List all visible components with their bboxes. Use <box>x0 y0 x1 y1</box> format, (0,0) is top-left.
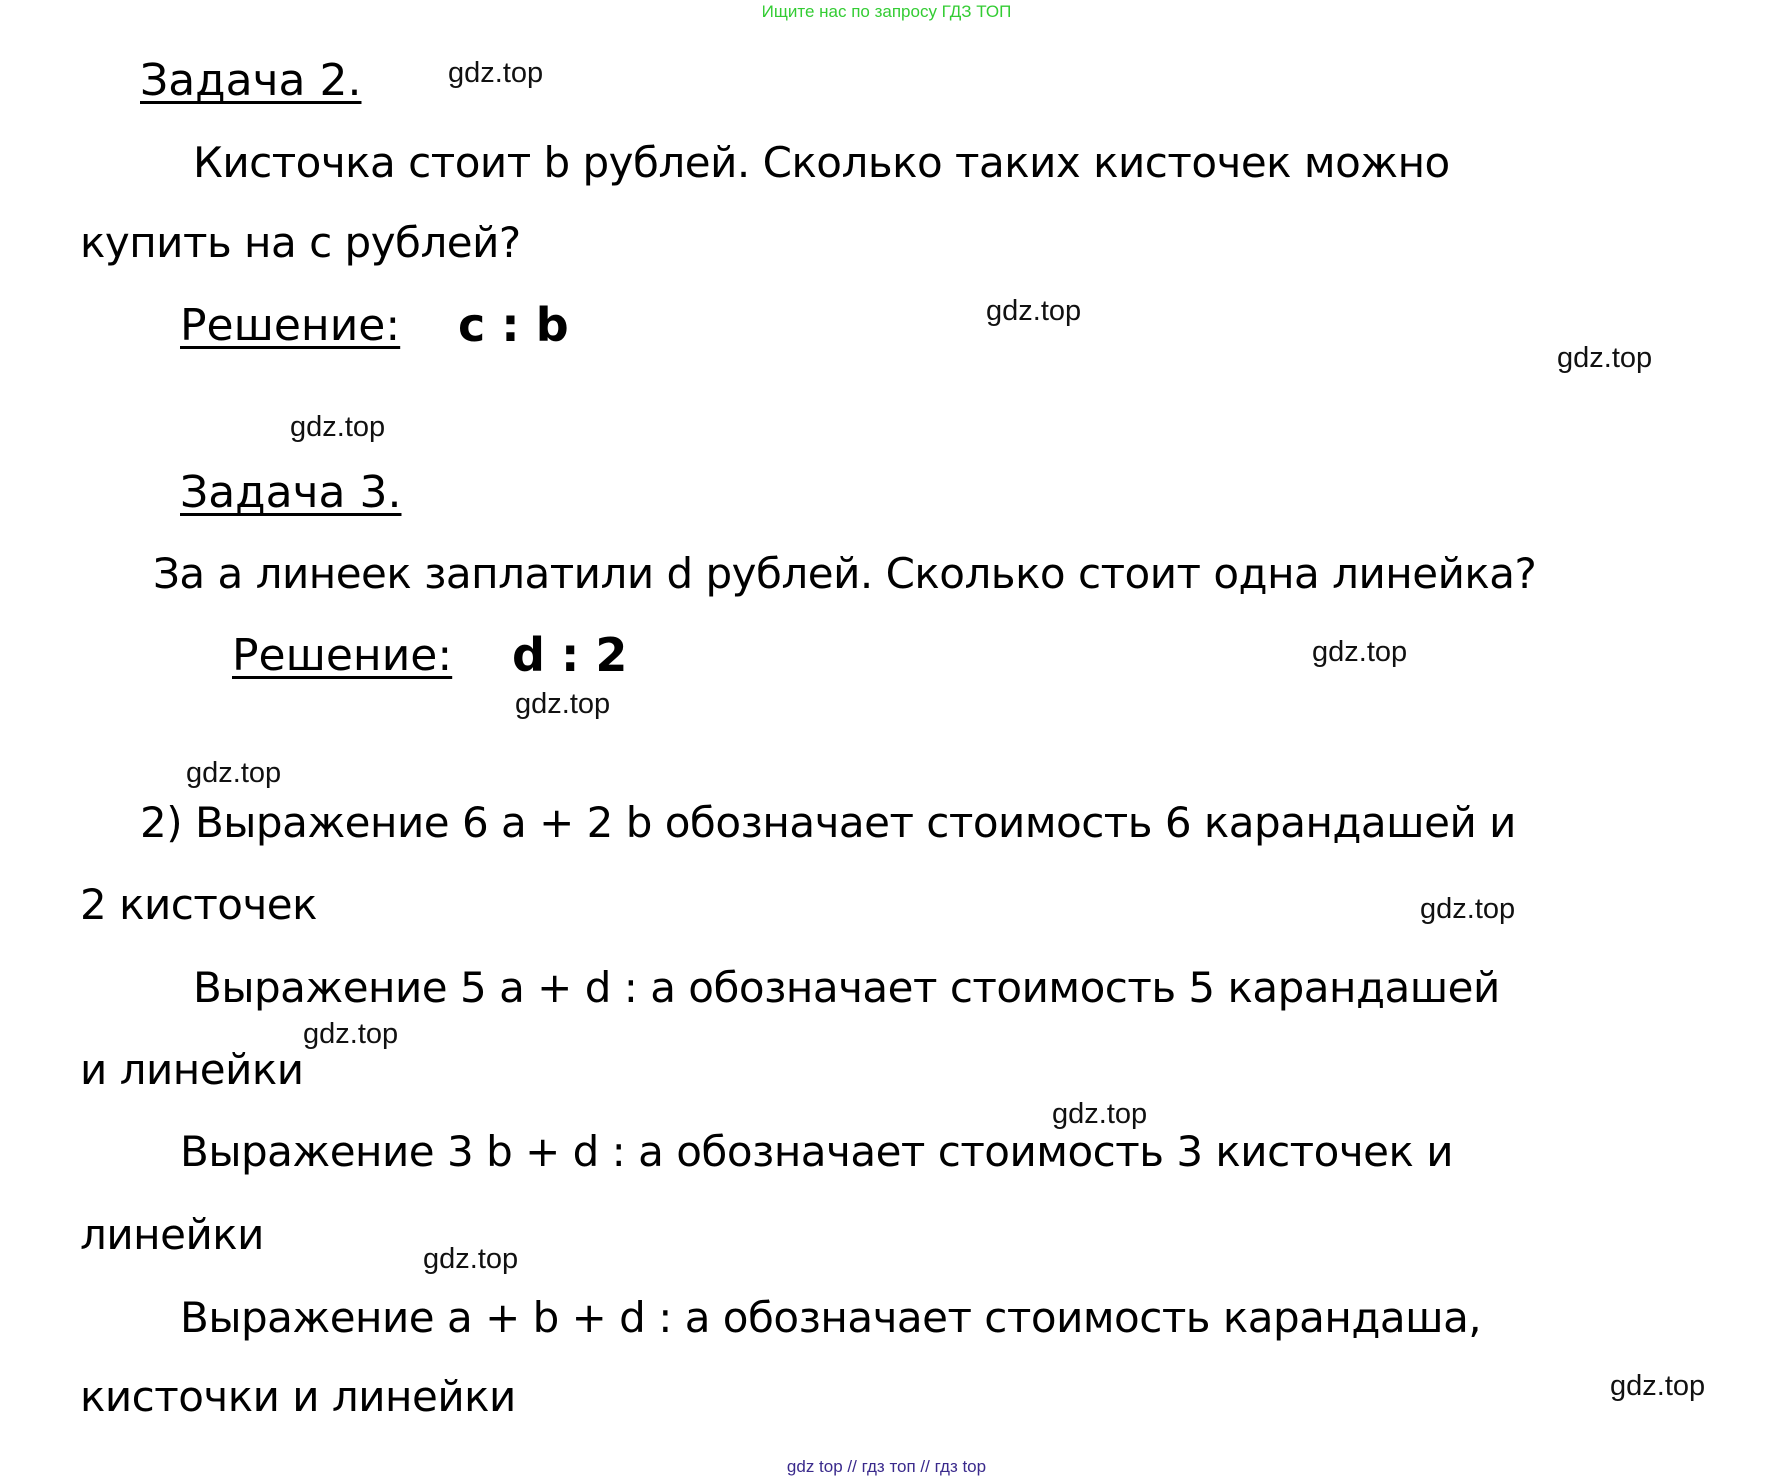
task2-solution-label: Решение: <box>180 300 401 351</box>
task3-solution-label: Решение: <box>232 630 453 681</box>
part2-p1-line1: 2) Выражение 6 a + 2 b обозначает стоимость 6 карандашей и <box>140 798 1516 847</box>
part2-p3-line2: линейки <box>80 1210 264 1259</box>
watermark: gdz.top <box>1312 636 1408 668</box>
part2-p4-line1: Выражение a + b + d : a обозначает стоимость карандаша, <box>180 1293 1482 1342</box>
watermark: gdz.top <box>303 1018 399 1050</box>
part2-p3-line1: Выражение 3 b + d : a обозначает стоимость 3 кисточек и <box>180 1127 1454 1176</box>
task2-text-line1: Кисточка стоит b рублей. Сколько таких кисточек можно <box>193 138 1450 187</box>
watermark: gdz.top <box>1420 893 1516 925</box>
bottom-banner: gdz top // гдз топ // гдз top <box>786 1457 987 1476</box>
task2-text-line2: купить на с рублей? <box>80 218 521 267</box>
top-banner: Ищите нас по запросу ГДЗ ТОП <box>761 2 1012 21</box>
part2-p4-line2: кисточки и линейки <box>80 1372 516 1421</box>
watermark: gdz.top <box>1557 342 1653 374</box>
task2-solution: c : b <box>458 298 569 352</box>
watermark: gdz.top <box>515 688 611 720</box>
task3-solution: d : 2 <box>512 628 628 682</box>
watermark: gdz.top <box>186 757 282 789</box>
task3-text-line1: За а линеек заплатили d рублей. Сколько стоит одна линейка? <box>153 549 1537 598</box>
watermark: gdz.top <box>423 1243 519 1275</box>
part2-p1-line2: 2 кисточек <box>80 880 318 929</box>
watermark: gdz.top <box>986 295 1082 327</box>
watermark: gdz.top <box>290 411 386 443</box>
part2-p2-line2: и линейки <box>80 1045 304 1094</box>
watermark: gdz.top <box>1610 1370 1706 1402</box>
watermark: gdz.top <box>448 57 544 89</box>
part2-p2-line1: Выражение 5 a + d : a обозначает стоимость 5 карандашей <box>193 963 1500 1012</box>
task2-heading: Задача 2. <box>140 55 362 106</box>
watermark: gdz.top <box>1052 1098 1148 1130</box>
task3-heading: Задача 3. <box>180 467 402 518</box>
